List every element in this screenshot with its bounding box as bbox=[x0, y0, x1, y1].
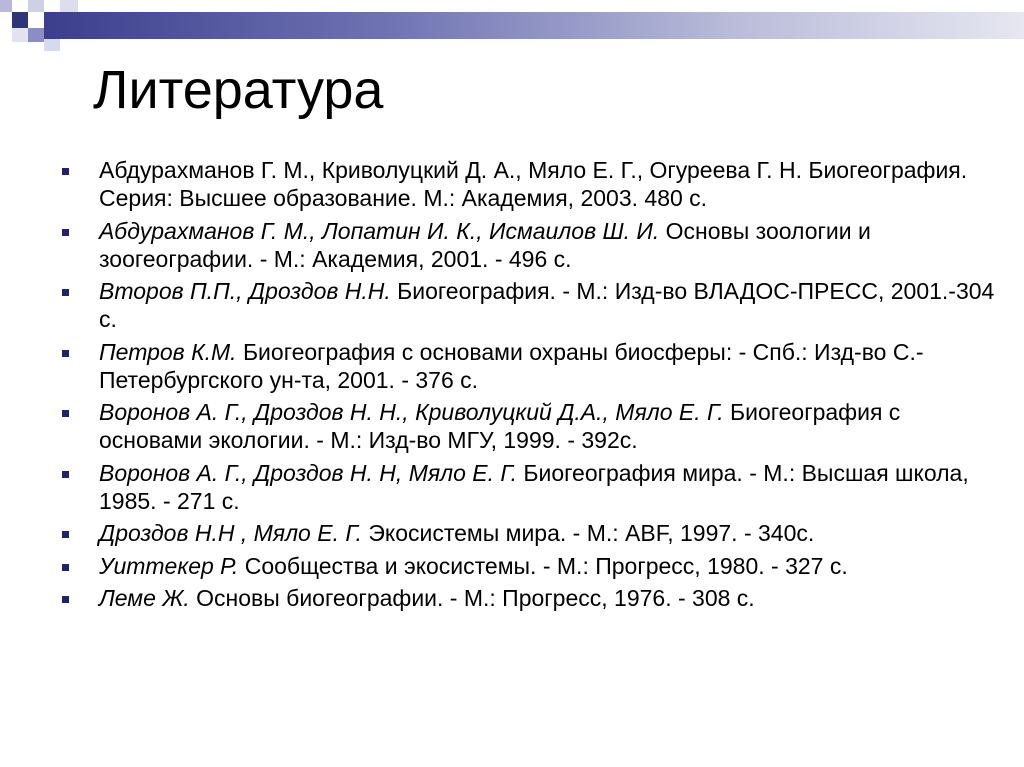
decorative-square bbox=[44, 39, 60, 51]
decorative-square bbox=[12, 12, 28, 28]
reference-item bbox=[62, 338, 1002, 394]
decorative-square bbox=[28, 0, 44, 12]
reference-text: Биогеография с основами экологии. - М.: Изд-во МГУ, 1999. - 392с. bbox=[99, 399, 901, 453]
reference-text: Биогеография с основами охраны биосферы: - Спб.: Изд-во С.-Петербургского ун-та, 2001. - 376 с. bbox=[99, 338, 924, 393]
reference-text: Абдурахманов Г. М., Криволуцкий Д. А., Мяло Е. Г., Огуреева Г. Н. Биогеография. Серия: Высшее образование. М.: Академия, 2003. 480 с. bbox=[99, 157, 968, 211]
reference-author: Воронов А. Г., Дроздов Н. Н., Криволуцкий Д.А., Мяло Е. Г. bbox=[99, 399, 724, 425]
reference-text: Биогеография мира. - М.: Высшая школа, 1985. - 271 с. bbox=[99, 459, 969, 514]
slide-title: Литература bbox=[93, 60, 384, 120]
reference-author: Уиттекер Р. bbox=[99, 552, 239, 579]
square-bullet-icon bbox=[62, 410, 69, 417]
reference-text: Основы зоологии и зоогеографии. - М.: Академия, 2001. - 496 с. bbox=[99, 217, 871, 272]
reference-item bbox=[62, 156, 1002, 212]
square-bullet-icon bbox=[62, 289, 69, 296]
reference-author: Воронов А. Г., Дроздов Н. Н, Мяло Е. Г. bbox=[99, 459, 518, 486]
reference-item bbox=[62, 459, 1002, 515]
reference-item bbox=[62, 277, 1002, 333]
reference-text: Экосистемы мира. - М.: ABF, 1997. - 340с. bbox=[361, 520, 815, 546]
decorative-square bbox=[0, 0, 12, 12]
reference-item bbox=[62, 398, 1002, 454]
square-bullet-icon bbox=[62, 564, 69, 571]
decorative-square bbox=[12, 28, 28, 42]
reference-author: Второв П.П., Дроздов Н.Н. bbox=[99, 278, 391, 304]
header-gradient-bar bbox=[44, 12, 1024, 39]
reference-item bbox=[62, 217, 1002, 273]
reference-author: Абдурахманов Г. М., Лопатин И. К., Исмаилов Ш. И. bbox=[99, 217, 660, 244]
square-bullet-icon bbox=[62, 531, 69, 538]
square-bullet-icon bbox=[62, 168, 69, 175]
reference-item bbox=[62, 519, 1002, 547]
square-bullet-icon bbox=[62, 350, 69, 357]
reference-text: Сообщества и экосистемы. - М.: Прогресс, 1980. - 327 с. bbox=[238, 552, 848, 579]
decorative-square bbox=[60, 0, 78, 12]
reference-author: Леме Ж. bbox=[99, 585, 190, 611]
reference-item bbox=[62, 584, 1002, 612]
decorative-square bbox=[28, 28, 44, 42]
reference-author: Дроздов Н.Н , Мяло Е. Г. bbox=[99, 520, 362, 546]
square-bullet-icon bbox=[62, 596, 69, 603]
reference-list bbox=[62, 156, 1002, 617]
reference-text: Биогеография. - М.: Изд-во ВЛАДОС-ПРЕСС, 2001.-304 с. bbox=[99, 278, 995, 332]
square-bullet-icon bbox=[62, 229, 69, 236]
reference-author: Петров К.М. bbox=[99, 338, 237, 365]
square-bullet-icon bbox=[62, 471, 69, 478]
reference-item bbox=[62, 552, 1002, 580]
reference-text: Основы биогеографии. - М.: Прогресс, 1976. - 308 с. bbox=[189, 585, 755, 611]
